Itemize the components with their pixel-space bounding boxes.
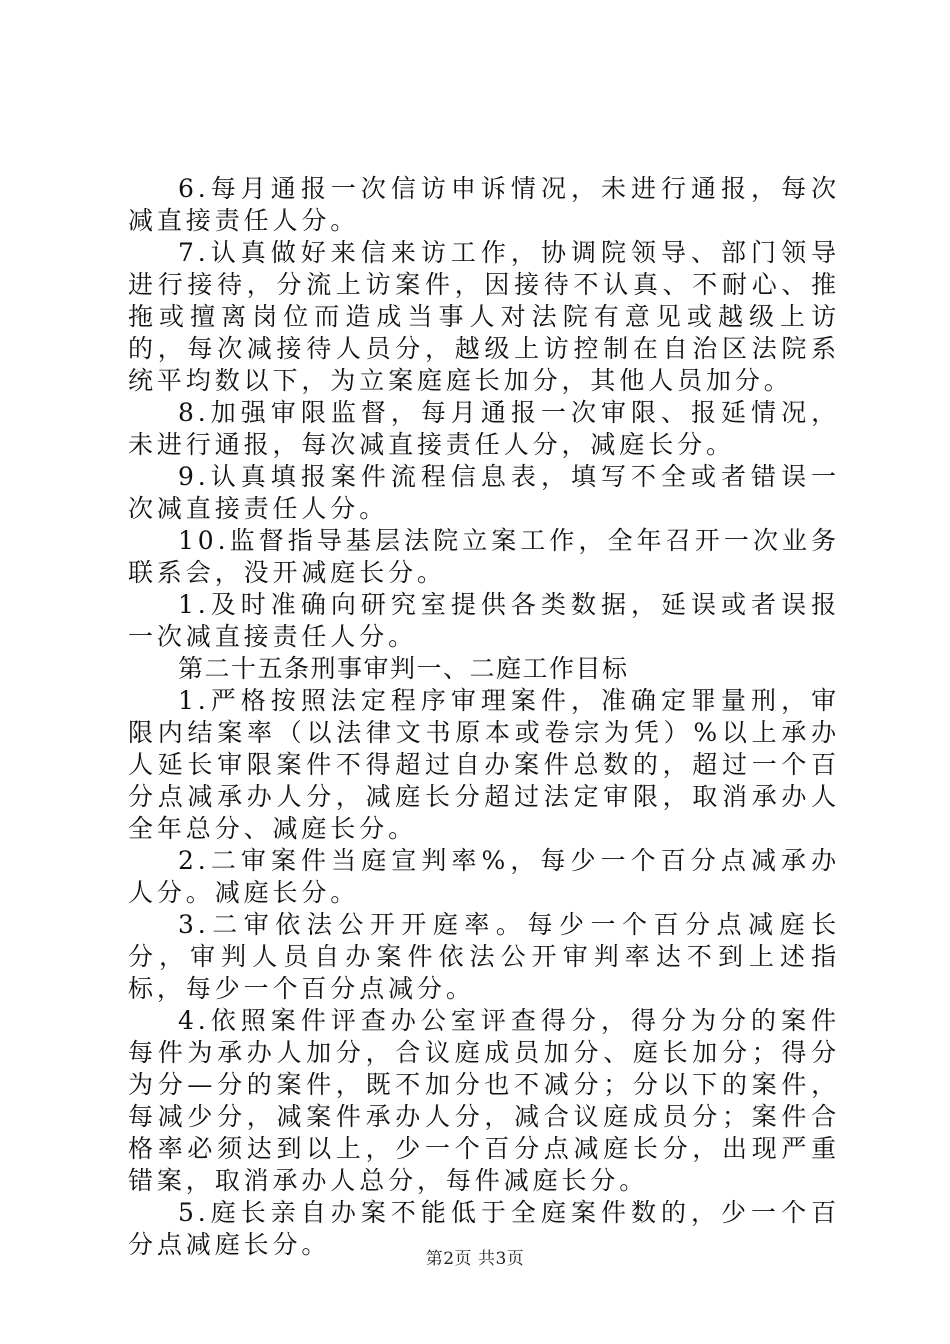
paragraph-item-9: 9.认真填报案件流程信息表，填写不全或者错误一次减直接责任人分。 bbox=[128, 462, 840, 523]
paragraph-criminal-5: 5.庭长亲自办案不能低于全庭案件数的，少一个百分点减庭长分。 bbox=[128, 1198, 840, 1259]
paragraph-item-10: 10.监督指导基层法院立案工作，全年召开一次业务联系会，没开减庭长分。 bbox=[128, 526, 840, 587]
paragraph-item-6: 6.每月通报一次信访申诉情况，未进行通报，每次减直接责任人分。 bbox=[128, 174, 840, 235]
paragraph-criminal-4: 4.依照案件评查办公室评查得分，得分为分的案件每件为承办人加分，合议庭成员加分、庭长加分；得分为分—分的案件，既不加分也不减分；分以下的案件，每减少分，减案件承办人分，减合议庭成员分；案件合格率必须达到以上，少一个百分点减庭长分，出现严重错案，取消承办人总分，每件减庭长分。 bbox=[128, 1006, 840, 1195]
article-heading: 第二十五条刑事审判一、二庭工作目标 bbox=[178, 654, 629, 683]
paragraph-item-1-data: 1.及时准确向研究室提供各类数据，延误或者误报一次减直接责任人分。 bbox=[128, 590, 840, 651]
paragraph-item-8: 8.加强审限监督，每月通报一次审限、报延情况，未进行通报，每次减直接责任人分，减庭长分。 bbox=[128, 398, 840, 459]
paragraph-criminal-1: 1.严格按照法定程序审理案件，准确定罪量刑，审限内结案率（以法律文书原本或卷宗为凭）%以上承办人延长审限案件不得超过自办案件总数的，超过一个百分点减承办人分，减庭长分超过法定审限，取消承办人全年总分、减庭长分。 bbox=[128, 686, 840, 843]
page-number-footer: 第2页 共3页 bbox=[425, 1249, 525, 1269]
paragraph-item-7: 7.认真做好来信来访工作，协调院领导、部门领导进行接待，分流上访案件，因接待不认真、不耐心、推拖或擅离岗位而造成当事人对法院有意见或越级上访的，每次减接待人员分，越级上访控制在自治区法院系统平均数以下，为立案庭庭长加分，其他人员加分。 bbox=[128, 238, 840, 395]
document-body bbox=[128, 173, 840, 1261]
paragraph-criminal-2: 2.二审案件当庭宣判率%，每少一个百分点减承办人分。减庭长分。 bbox=[128, 846, 840, 907]
paragraph-criminal-3: 3.二审依法公开开庭率。每少一个百分点减庭长分，审判人员自办案件依法公开审判率达不到上述指标，每少一个百分点减分。 bbox=[128, 910, 840, 1003]
